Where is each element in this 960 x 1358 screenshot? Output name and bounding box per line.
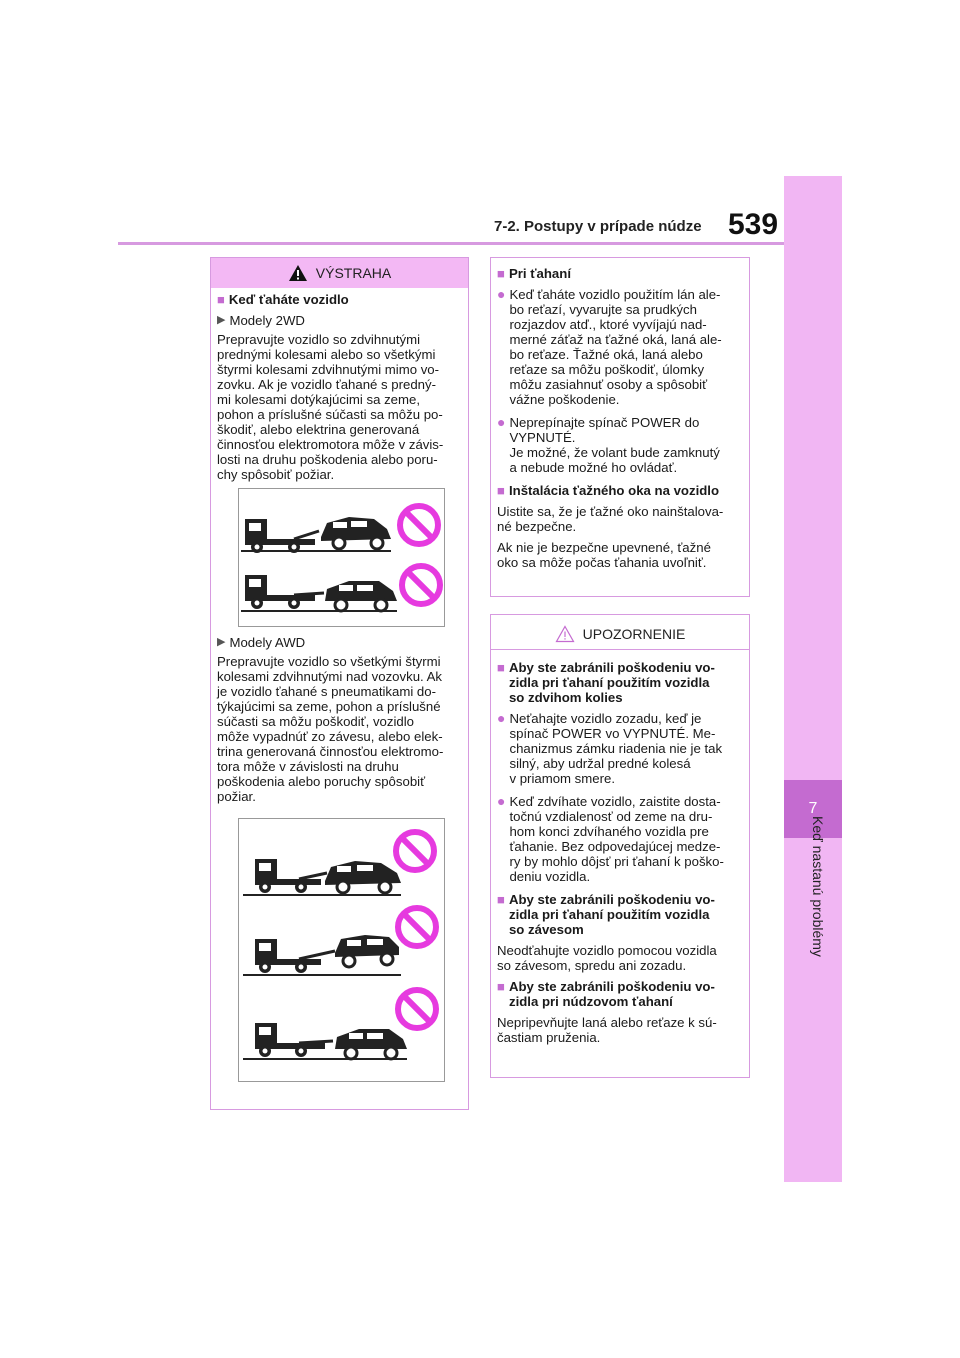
warning-title: VÝSTRAHA: [315, 265, 392, 281]
caution-box: [490, 614, 750, 1078]
tow-truck-icon: [255, 939, 335, 973]
square-bullet-icon: ■: [497, 660, 505, 675]
circle-bullet-icon: ●: [497, 793, 506, 809]
towing-info-content: [491, 258, 749, 570]
circle-bullet-icon: ●: [497, 414, 506, 430]
prohibition-icon: [400, 506, 438, 544]
arrow-right-icon: ▶: [217, 314, 226, 326]
caution-content: [491, 650, 749, 1045]
caution-bullet-rear-tow: ● Neťahajte vozidlo zozadu, keď je spínač POWER vo VYPNUTÉ. Me- chanizmus zámku riadenia nie je tak silný, aby udržal predné kolesá v priamom smere.: [497, 710, 723, 786]
warning-heading: ■ Keď ťaháte vozidlo: [217, 292, 349, 307]
square-bullet-icon: ■: [497, 266, 505, 281]
caution-text-emergency: Nepripevňujte laná alebo reťaze k sú- častiam pruženia.: [497, 1015, 717, 1045]
subheading-awd: ▶ Modely AWD: [217, 635, 306, 650]
caution-heading-emergency: ■ Aby ste zabránili poškodeniu vo- zidla pri núdzovom ťahaní: [497, 979, 715, 1009]
prohibition-icon: [402, 566, 440, 604]
suv-car-icon: [335, 935, 399, 967]
towing-bullet-ropes: ● Keď ťaháte vozidlo použitím lán ale- bo reťazí, vyvarujte sa prudkých rozjazdov atď., ktoré vyvíjajú nad- merné záťaž na ťažné oká, laná ale- bo reťaze. Ťažné oká, laná alebo reťaze sa môžu poškodiť, úlomky môžu zasiahnuť osoby a spôsobiť vážne poškodenie.: [497, 286, 722, 407]
arrow-right-icon: ▶: [217, 636, 226, 648]
warning-triangle-icon: [288, 264, 308, 282]
warning-header: [211, 258, 468, 288]
square-bullet-icon: ■: [497, 979, 505, 994]
square-bullet-icon: ■: [497, 483, 505, 498]
header-rule: [118, 242, 784, 245]
towing-info-box: [490, 257, 750, 597]
tow-truck-icon: [245, 575, 324, 609]
suv-car-icon: [335, 1029, 407, 1059]
prohibition-icon: [396, 832, 434, 870]
tow-truck-icon: [255, 1023, 333, 1057]
prohibition-icon: [398, 908, 436, 946]
chapter-label: Keď nastanú problémy: [810, 816, 826, 957]
warning-box: [210, 257, 469, 1110]
towing-illustration-2wd: [238, 488, 445, 627]
circle-bullet-icon: ●: [497, 286, 506, 302]
caution-title: UPOZORNENIE: [582, 626, 686, 642]
suv-car-icon: [325, 861, 401, 893]
subheading-2wd: ▶ Modely 2WD: [217, 313, 305, 328]
square-bullet-icon: ■: [497, 892, 505, 907]
suv-car-icon: [325, 581, 397, 611]
section-title: 7-2. Postupy v prípade núdze: [494, 218, 702, 235]
warning-text-2wd: Prepravujte vozidlo so zdvihnutými prednými kolesami alebo so všetkými štyrmi kolesami zdvihnutými mimo vo- zovku. Ak je vozidlo ťahané s predný- mi kolesami dotýkajúcimi sa zeme, pohon a príslušné súčasti sa môžu po- škodiť, alebo elektrina generovaná činnosťou elektromotora môže v závis- losti na druhu poškodenia alebo poru- chy spôsobiť požiar.: [217, 332, 444, 482]
square-bullet-icon: ■: [217, 292, 225, 307]
caution-heading-wheel-lift: ■ Aby ste zabránili poškodeniu vo- zidla pri ťahaní použitím vozidla so zdvihom kolies: [497, 660, 715, 705]
tow-truck-icon: [245, 519, 319, 553]
tow-truck-icon: [255, 859, 327, 893]
suv-car-icon: [321, 517, 391, 549]
prohibition-icon: [398, 990, 436, 1028]
warning-text-awd: Prepravujte vozidlo so všetkými štyrmi kolesami zdvihnutými nad vozovku. Ak je vozidlo ťahané s pneumatikami do- týkajúcimi sa zeme, pohon a príslušné súčasti sa môžu poškodiť, vozidlo môže vypadnúť zo závesu, alebo elek- trina generovaná činnosťou elektromo- tora môže v závislosti na druhu poškodenia alebo poruchy spôsobiť požiar.: [217, 654, 444, 804]
chapter-number-tab[interactable]: 7: [784, 780, 842, 838]
towing-heading: ■ Pri ťahaní: [497, 266, 571, 281]
caution-text-sling: Neodťahujte vozidlo pomocou vozidla so závesom, spredu ani zozadu.: [497, 943, 717, 973]
caution-header: [491, 619, 749, 650]
warning-content: [211, 292, 468, 1082]
tow-eye-heading: ■ Inštalácia ťažného oka na vozidlo: [497, 483, 720, 498]
towing-illustration-awd: [238, 818, 445, 1082]
tow-eye-text-1: Uistite sa, že je ťažné oko nainštalova- né bezpečne.: [497, 504, 724, 534]
towing-bullet-power: ● Neprepínajte spínač POWER do VYPNUTÉ. Je možné, že volant bude zamknutý a nebude možné ho ovládať.: [497, 414, 720, 475]
caution-heading-sling: ■ Aby ste zabránili poškodeniu vo- zidla pri ťahaní použitím vozidla so závesom: [497, 892, 715, 937]
circle-bullet-icon: ●: [497, 710, 506, 726]
page-number: 539: [728, 208, 779, 241]
caution-triangle-icon: [555, 625, 575, 643]
chapter-side-strip: [784, 176, 842, 1182]
tow-eye-text-2: Ak nie je bezpečne upevnené, ťažné oko sa môže počas ťahania uvoľniť.: [497, 540, 711, 570]
caution-bullet-clearance: ● Keď zdvíhate vozidlo, zaistite dosta- točnú vzdialenosť od zeme na dru- hom konci zdvíhaného vozidla pre ťahanie. Bez odpovedajúcej medze- ry by mohlo dôjsť pri ťahaní k poško- deniu vozidla.: [497, 793, 724, 884]
